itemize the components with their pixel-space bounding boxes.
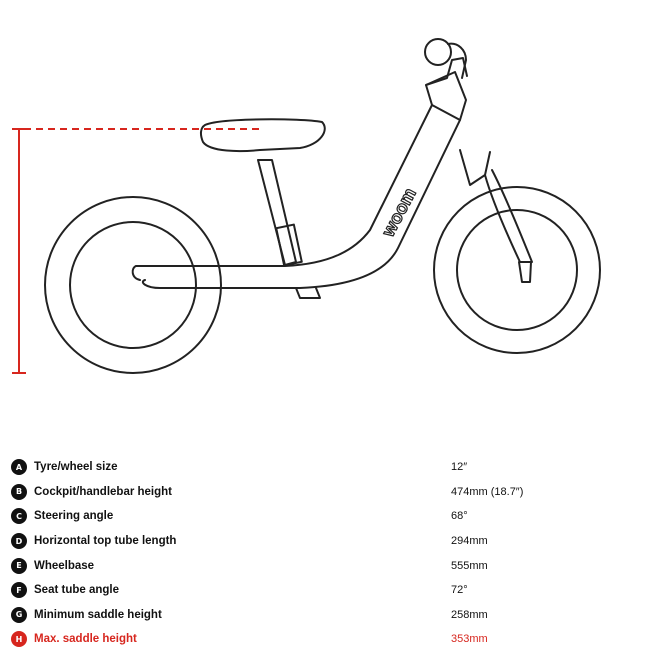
rear-dropout — [133, 266, 140, 280]
rear-tire — [45, 197, 221, 373]
front-tire — [434, 187, 600, 353]
spec-row — [0, 480, 667, 505]
seat-post — [258, 160, 296, 265]
spec-letter-badge: A — [11, 459, 27, 475]
spec-value: 72° — [451, 584, 468, 597]
spec-table — [0, 455, 667, 652]
foot-rest — [296, 288, 320, 298]
spec-letter-badge: G — [11, 607, 27, 623]
spec-row — [0, 578, 667, 603]
saddle — [201, 119, 325, 151]
front-rim — [457, 210, 577, 330]
spec-letter-badge: B — [11, 484, 27, 500]
spec-row — [0, 504, 667, 529]
spec-row — [0, 603, 667, 628]
spec-row — [0, 455, 667, 480]
spec-value: 68° — [451, 510, 468, 523]
spec-value: 353mm — [451, 633, 488, 646]
spec-row — [0, 553, 667, 578]
spec-row — [0, 627, 667, 652]
spec-label: Cockpit/handlebar height — [34, 485, 173, 498]
spec-letter-badge: E — [11, 558, 27, 574]
brand-logo: woom — [377, 184, 420, 240]
spec-value: 555mm — [451, 559, 488, 572]
spec-label: Max. saddle height — [34, 633, 137, 646]
spec-letter-badge: D — [11, 533, 27, 549]
spec-label: Minimum saddle height — [34, 608, 162, 621]
handlebar-grip — [425, 39, 451, 65]
spec-label: Tyre/wheel size — [34, 461, 118, 474]
spec-letter-badge: F — [11, 582, 27, 598]
rear-rim — [70, 222, 196, 348]
spec-label: Steering angle — [34, 510, 114, 523]
spec-letter-badge: H — [11, 631, 27, 647]
spec-label: Horizontal top tube length — [34, 535, 177, 548]
spec-label: Wheelbase — [34, 559, 95, 572]
spec-letter-badge: C — [11, 508, 27, 524]
spec-row — [0, 529, 667, 554]
spec-value: 258mm — [451, 608, 488, 621]
spec-value: 12″ — [451, 461, 468, 474]
spec-value: 294mm — [451, 535, 488, 548]
front-dropout — [519, 262, 531, 282]
spec-label: Seat tube angle — [34, 584, 119, 597]
spec-value: 474mm (18.7″) — [451, 485, 524, 498]
